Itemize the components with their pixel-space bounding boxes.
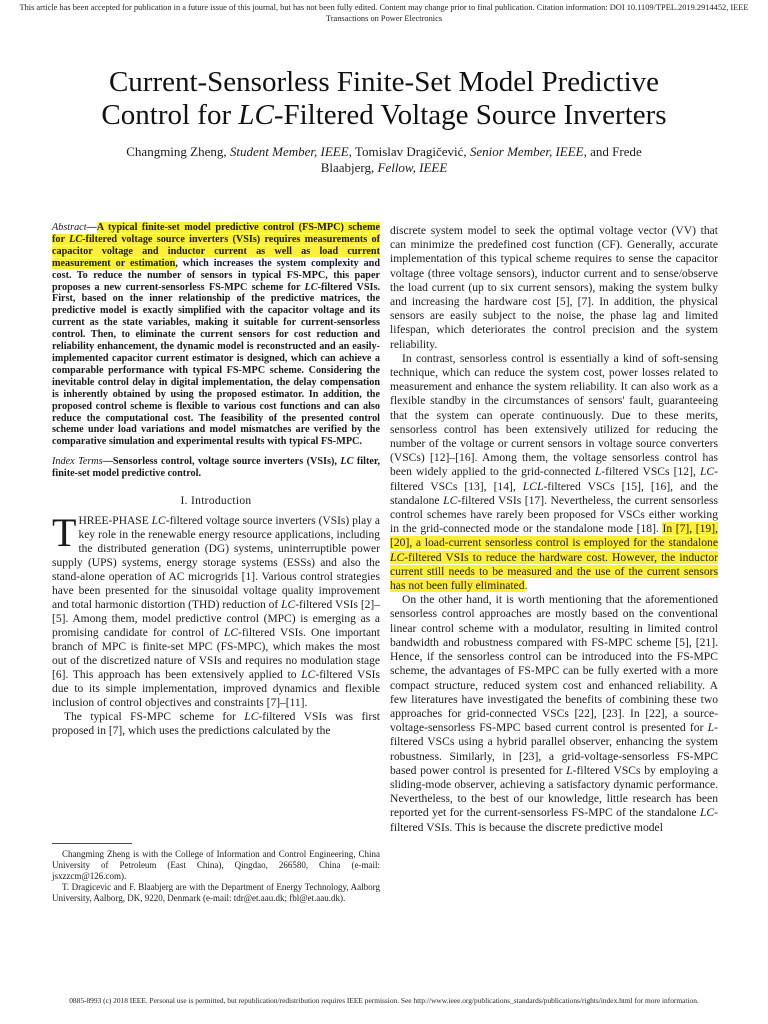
footnote-affiliation-2: T. Dragicevic and F. Blaabjerg are with the Department of Energy Technology, Aalborg University, Aalborg, DK, 9220, Denmark (e-mail: tdr@et.aau.dk; fbl@et.aau.dk). — [52, 882, 380, 903]
abstract: Abstract—A typical finite-set model predictive control (FS-MPC) scheme for LC-filtered voltage source inverters (VSIs) requires measurements of capacitor voltage and inductor current as well as load current measurement or estimation, which increases the system complexity and cost. To reduce the number of sensors in typical FS-MPC, this paper proposes a new current-sensorless FS-MPC scheme for LC-filtered VSIs. First, based on the inner relationship of the predictive matrices, the predictive model is exactly simplified with the capacitor voltage and its current as the state variables, making it suitable for current-sensorless control. Then, to eliminate the current sensors for cost reduction and reliability enhancement, the dynamic model is reconstructed and an easily-implemented capacitor current estimator is designed, which can achieve a comparable performance with typical FS-MPC scheme. Considering the inevitable control delay in digital implementation, the delay compensation is inherently obtained by using the proposed estimator. In addition, the proposed control scheme is flexible to various cost functions and can also reduce the computational cost. The feasibility of the presented control scheme under load variations and model mismatches are verified by the comparative simulation and experimental results with typical FS-MPC. — [52, 222, 381, 448]
running-header — [0, 2, 768, 24]
abstract-highlight: A typical finite-set model predictive control (FS-MPC) scheme for LC-filtered voltage source inverters (VSIs) requires measurements of capacitor voltage and inductor current as well as load current measurement or estimation — [52, 222, 380, 269]
title-line-1: Current-Sensorless Finite-Set Model Predictive — [108, 66, 660, 98]
abstract-label: Abstract — [52, 222, 87, 233]
intro-paragraph-1: THREE-PHASE LC-filtered voltage source inverters (VSIs) play a key role in the renewable energy resource applications, including the distributed generation (DG) systems, uninterruptible power supply (UPS) systems, energy storage systems (ESSs) and also the stand-alone operation of AC microgrids [1]. Various control strategies have been presented for the sinusoidal voltage quality improvement and total harmonic distortion (THD) reduction of LC-filtered VSIs [2]–[5]. Among them, model predictive control (MPC) is emerging as a promising candidate for control of LC-filtered VSIs. One important branch of MPC is finite-set MPC (FS-MPC), which makes the most out of the discretized nature of VSIs and requires no modulation stage [6]. This approach has been extensively applied to LC-filtered VSIs due to its simple implementation, improved dynamics and flexible inclusion of control objectives and constraints [7]–[11]. — [52, 510, 381, 710]
right-highlight: In [7], [19], [20], a load-current sensorless control is employed for the standalone LC-filtered VSIs to reduce the hardware cost. However, the inductor current still needs to be measured and the use of the current sensors has not been fully eliminated — [390, 522, 718, 593]
drop-cap: T — [52, 510, 77, 556]
right-paragraph-3: On the other hand, it is worth mentioning that the aforementioned sensorless control approaches are mostly based on the conventional linear control scheme with a modulator, resulting in limited control bandwidth and robustness compared with FS-MPC scheme [5], [21]. Hence, if the sensorless control can be introduced into the FS-MPC scheme, the advantages of FS-MPC can be fully exerted with a more compact structure, reduced system cost and enhanced reliability. A few literatures have investigated the benefits of combining these two approaches for grid-connected VSCs [22], [23]. In [22], a source-voltage-sensorless FS-MPC based current control is presented for L-filtered VSCs using a hybrid parallel observer, enhancing the system robustness. Similarly, in [23], a grid-voltage-sensorless FS-MPC based power control is presented for L-filtered VSCs by employing a sliding-mode observer, achieving a satisfactory dynamic performance. Nevertheless, to the best of our knowledge, little research has been reported yet for the current-sensorless FS-MPC of the standalone LC-filtered VSIs. This is because the discrete predictive model — [390, 593, 718, 834]
footnote-rule — [52, 843, 132, 844]
section-heading-introduction: I. Introduction — [180, 495, 252, 508]
intro-paragraph-2: The typical FS-MPC scheme for LC-filtered VSIs was first proposed in [7], which uses the predictions calculated by the — [52, 711, 380, 738]
author-list: Changming Zheng, Student Member, IEEE, Tomislav Dragičević, Senior Member, IEEE, and Frede Blaabjerg, Fellow, IEEE — [126, 144, 642, 175]
paper-title — [30, 66, 738, 132]
index-terms-label: Index Terms — [52, 456, 103, 468]
footnotes — [52, 849, 380, 904]
header-line-2: Transactions on Power Electronics — [325, 14, 443, 23]
copyright-footer: 0885-8993 (c) 2018 IEEE. Personal use is permitted, but republication/redistribution requires IEEE permission. See http://www.ieee.org/publications_standards/publications/rights/index.html for more information. — [69, 996, 699, 1005]
right-paragraph-2: In contrast, sensorless control is essentially a kind of soft-sensing technique, which can reduce the system cost, power losses related to measurement and enhance the system reliability. It can also work as a flexible standby in the circumstances of sensors' fault, guaranteeing that the system can operate continuously. Due to these merits, sensorless control has been extensively utilized for reducing the number of the voltage or current sensors in voltage source converters (VSCs) [12]–[16]. Among them, the voltage sensorless control has been widely applied to the grid-connected L-filtered VSCs [12], LC-filtered VSCs [13], [14], LCL-filtered VSCs [15], [16], and the standalone LC-filtered VSIs [17]. Nevertheless, the current sensorless control schemes have rarely been proposed for VSCs either working in the grid-connected mode or the standalone mode [18]. In [7], [19], [20], a load-current sensorless control is employed for the standalone LC-filtered VSIs to reduce the hardware cost. However, the inductor current still needs to be measured and the use of the current sensors has not been fully eliminated. — [390, 351, 718, 593]
index-terms: Index Terms—Sensorless control, voltage source inverters (VSIs), LC filter, finite-set model predictive control. — [52, 456, 380, 480]
header-line-1: This article has been accepted for publication in a future issue of this journal, but has not been fully edited. Content may change prior to final publication. Citation information: DOI 10.1109/TPEL.2019.2914452, IEEE — [19, 3, 749, 12]
right-paragraph-1: discrete system model to seek the optimal voltage vector (VV) that can minimize the predefined cost function (CF). Generally, accurate implementation of this typical scheme requires to sense the capacitor voltage (three voltage sensors), inductor current and to sense/observe the load current (up to six current sensors), making the system bulky and increasing the hardware cost [5], [7]. In addition, the physical sensors are easily subject to the noise, the phase lag and limited lifespan, which deteriorates the control precision and the system reliability. — [390, 224, 718, 351]
left-column — [52, 222, 380, 738]
title-line-2: Control for LC-Filtered Voltage Source Inverters — [101, 99, 667, 131]
right-column — [390, 224, 718, 835]
footnote-affiliation-1: Changming Zheng is with the College of Information and Control Engineering, China University of Petroleum (East China), Qingdao, 266580, China (e-mail: jsxzzcm@126.com). — [52, 849, 380, 881]
